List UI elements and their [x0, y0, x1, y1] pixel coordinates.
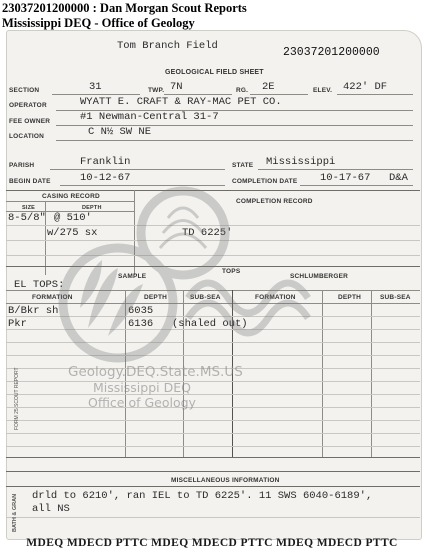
completion-date-label: COMPLETION DATE	[232, 178, 298, 185]
location-label: LOCATION	[9, 133, 45, 140]
field-name: Tom Branch Field	[117, 40, 218, 52]
casing-size: 8-5/8"	[8, 212, 46, 224]
footer-banner: MDEQ MDECD PTTC MDEQ MDECD PTTC MDEQ MDECD PTTC	[26, 537, 398, 549]
watermark-agency: Mississippi DEQ	[93, 380, 191, 395]
rg-label: RG.	[236, 87, 249, 94]
location-value: C N½ SW NE	[88, 126, 152, 138]
mdeq-logo-watermark	[48, 178, 378, 388]
subsea-label-left: SUB-SEA	[190, 294, 221, 301]
top-formation-2: Pkr	[8, 318, 27, 330]
watermark-office: Office of Geology	[88, 395, 196, 410]
twp-value: 7N	[170, 81, 183, 93]
top-formation-1: B/Bkr sh	[8, 305, 59, 317]
twp-label: TWP.	[148, 87, 165, 94]
completion-date-value: 10-17-67	[320, 172, 371, 184]
state-value: Mississippi	[266, 156, 336, 168]
section-value: 31	[89, 81, 102, 93]
api-number: 23037201200000	[283, 46, 380, 59]
elev-label: ELEV.	[313, 87, 333, 94]
el-tops-note: EL TOPS:	[14, 279, 65, 291]
formation-label-right: FORMATION	[255, 294, 296, 301]
completion-record-label: COMPLETION RECORD	[236, 198, 313, 205]
elev-value: 422' DF	[343, 81, 388, 93]
size-label: SIZE	[22, 205, 36, 211]
report-title: 23037201200000 : Dan Morgan Scout Reports	[2, 1, 247, 15]
begin-date-label: BEGIN DATE	[9, 178, 51, 185]
rg-value: 2E	[262, 81, 275, 93]
section-label: SECTION	[9, 87, 40, 94]
depth-label-left: DEPTH	[144, 294, 168, 301]
top-depth-2: 6136	[128, 318, 154, 330]
casing-cement: w/275 sx	[47, 227, 98, 239]
subsea-label-right: SUB-SEA	[380, 294, 411, 301]
parish-value: Franklin	[80, 156, 131, 168]
tops-label: TOPS	[222, 268, 241, 275]
top-note-2: (shaled out)	[172, 318, 248, 330]
begin-date-value: 10-12-67	[80, 172, 131, 184]
formation-label-left: FORMATION	[32, 294, 73, 301]
top-depth-1: 6035	[128, 305, 154, 317]
casing-depth: @ 510'	[54, 212, 92, 224]
misc-line-2: all NS	[32, 503, 70, 515]
state-label: STATE	[232, 162, 254, 169]
sheet-title: GEOLOGICAL FIELD SHEET	[165, 69, 264, 76]
depth-label: DEPTH	[82, 205, 102, 211]
maker-side-print: BATH & GRAN	[12, 493, 18, 532]
casing-record-label: CASING RECORD	[42, 193, 100, 200]
sample-label: SAMPLE	[118, 273, 147, 280]
completion-status: D&A	[389, 172, 408, 184]
report-subtitle: Mississippi DEQ - Office of Geology	[2, 16, 195, 30]
watermark-url: Geology.DEQ.State.MS.US	[68, 364, 243, 380]
schlumberger-label: SCHLUMBERGER	[290, 273, 349, 280]
depth-label-right: DEPTH	[338, 294, 362, 301]
fee-owner-value: #1 Newman-Central 31-7	[80, 111, 219, 123]
fee-owner-label: FEE OWNER	[9, 118, 51, 125]
misc-label: MISCELLANEOUS INFORMATION	[171, 477, 280, 484]
operator-label: OPERATOR	[9, 102, 47, 109]
total-depth: TD 6225'	[182, 227, 233, 239]
operator-value: WYATT E. CRAFT & RAY-MAC PET CO.	[80, 96, 282, 108]
misc-line-1: drld to 6210', ran IEL to TD 6225'. 11 SWS 6040-6189',	[32, 490, 373, 502]
form-side-print: FORM 25 SCOUT REPORT	[14, 367, 20, 430]
parish-label: PARISH	[9, 162, 35, 169]
